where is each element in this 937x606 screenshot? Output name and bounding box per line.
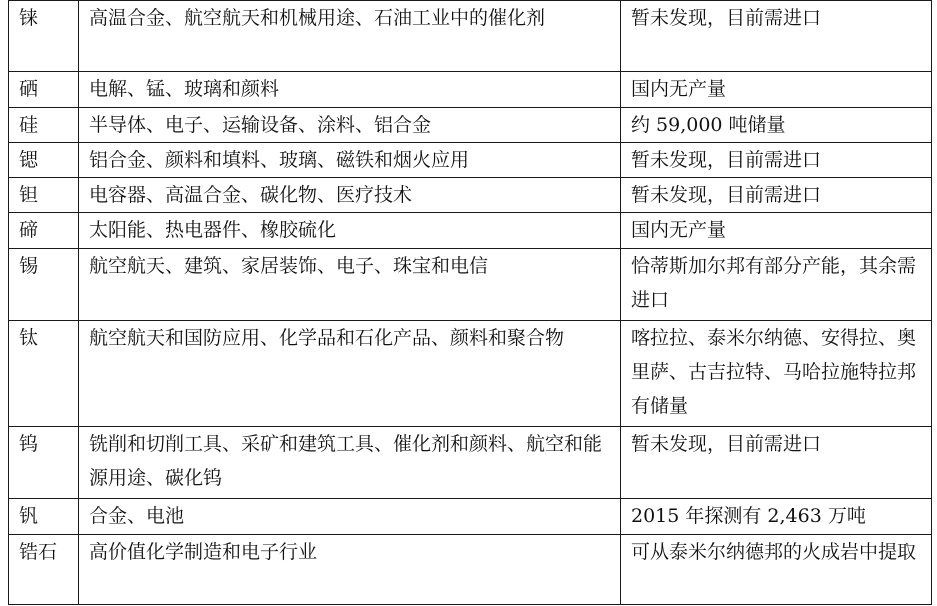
table-row [9, 535, 932, 605]
element-cell: 硅 [9, 108, 79, 143]
table-row [9, 72, 932, 108]
uses-cell: 航空航天和国防应用、化学品和石化产品、颜料和聚合物 [79, 321, 621, 427]
uses-cell: 太阳能、热电器件、橡胶硫化 [79, 213, 621, 249]
reserves-cell: 国内无产量 [621, 72, 932, 108]
reserves-cell: 暂未发现，目前需进口 [621, 178, 932, 213]
minerals-table [8, 0, 932, 605]
table-row [9, 321, 932, 427]
reserves-cell: 可从泰米尔纳德邦的火成岩中提取 [621, 535, 932, 605]
element-cell: 钛 [9, 321, 79, 427]
element-cell: 碲 [9, 213, 79, 249]
table-row [9, 108, 932, 143]
table-row [9, 427, 932, 499]
uses-cell: 高价值化学制造和电子行业 [79, 535, 621, 605]
element-cell: 硒 [9, 72, 79, 108]
element-cell: 钒 [9, 499, 79, 535]
reserves-cell: 2015 年探测有 2,463 万吨 [621, 499, 932, 535]
reserves-cell: 暂未发现，目前需进口 [621, 427, 932, 499]
uses-cell: 电解、锰、玻璃和颜料 [79, 72, 621, 108]
uses-cell: 铝合金、颜料和填料、玻璃、磁铁和烟火应用 [79, 143, 621, 178]
table-row [9, 499, 932, 535]
element-cell: 锶 [9, 143, 79, 178]
uses-cell: 铣削和切削工具、采矿和建筑工具、催化剂和颜料、航空和能源用途、碳化钨 [79, 427, 621, 499]
reserves-cell: 约 59,000 吨储量 [621, 108, 932, 143]
uses-cell: 航空航天、建筑、家居装饰、电子、珠宝和电信 [79, 249, 621, 321]
reserves-cell: 喀拉拉、泰米尔纳德、安得拉、奥里萨、古吉拉特、马哈拉施特拉邦有储量 [621, 321, 932, 427]
table-row [9, 1, 932, 72]
element-cell: 钽 [9, 178, 79, 213]
element-cell: 钨 [9, 427, 79, 499]
uses-cell: 电容器、高温合金、碳化物、医疗技术 [79, 178, 621, 213]
element-cell: 铼 [9, 1, 79, 72]
element-cell: 锡 [9, 249, 79, 321]
reserves-cell: 暂未发现，目前需进口 [621, 1, 932, 72]
table-row [9, 178, 932, 213]
reserves-cell: 暂未发现，目前需进口 [621, 143, 932, 178]
reserves-cell: 恰蒂斯加尔邦有部分产能，其余需进口 [621, 249, 932, 321]
table-row [9, 249, 932, 321]
table-row [9, 143, 932, 178]
table-row [9, 213, 932, 249]
uses-cell: 高温合金、航空航天和机械用途、石油工业中的催化剂 [79, 1, 621, 72]
uses-cell: 合金、电池 [79, 499, 621, 535]
uses-cell: 半导体、电子、运输设备、涂料、铝合金 [79, 108, 621, 143]
element-cell: 锆石 [9, 535, 79, 605]
reserves-cell: 国内无产量 [621, 213, 932, 249]
